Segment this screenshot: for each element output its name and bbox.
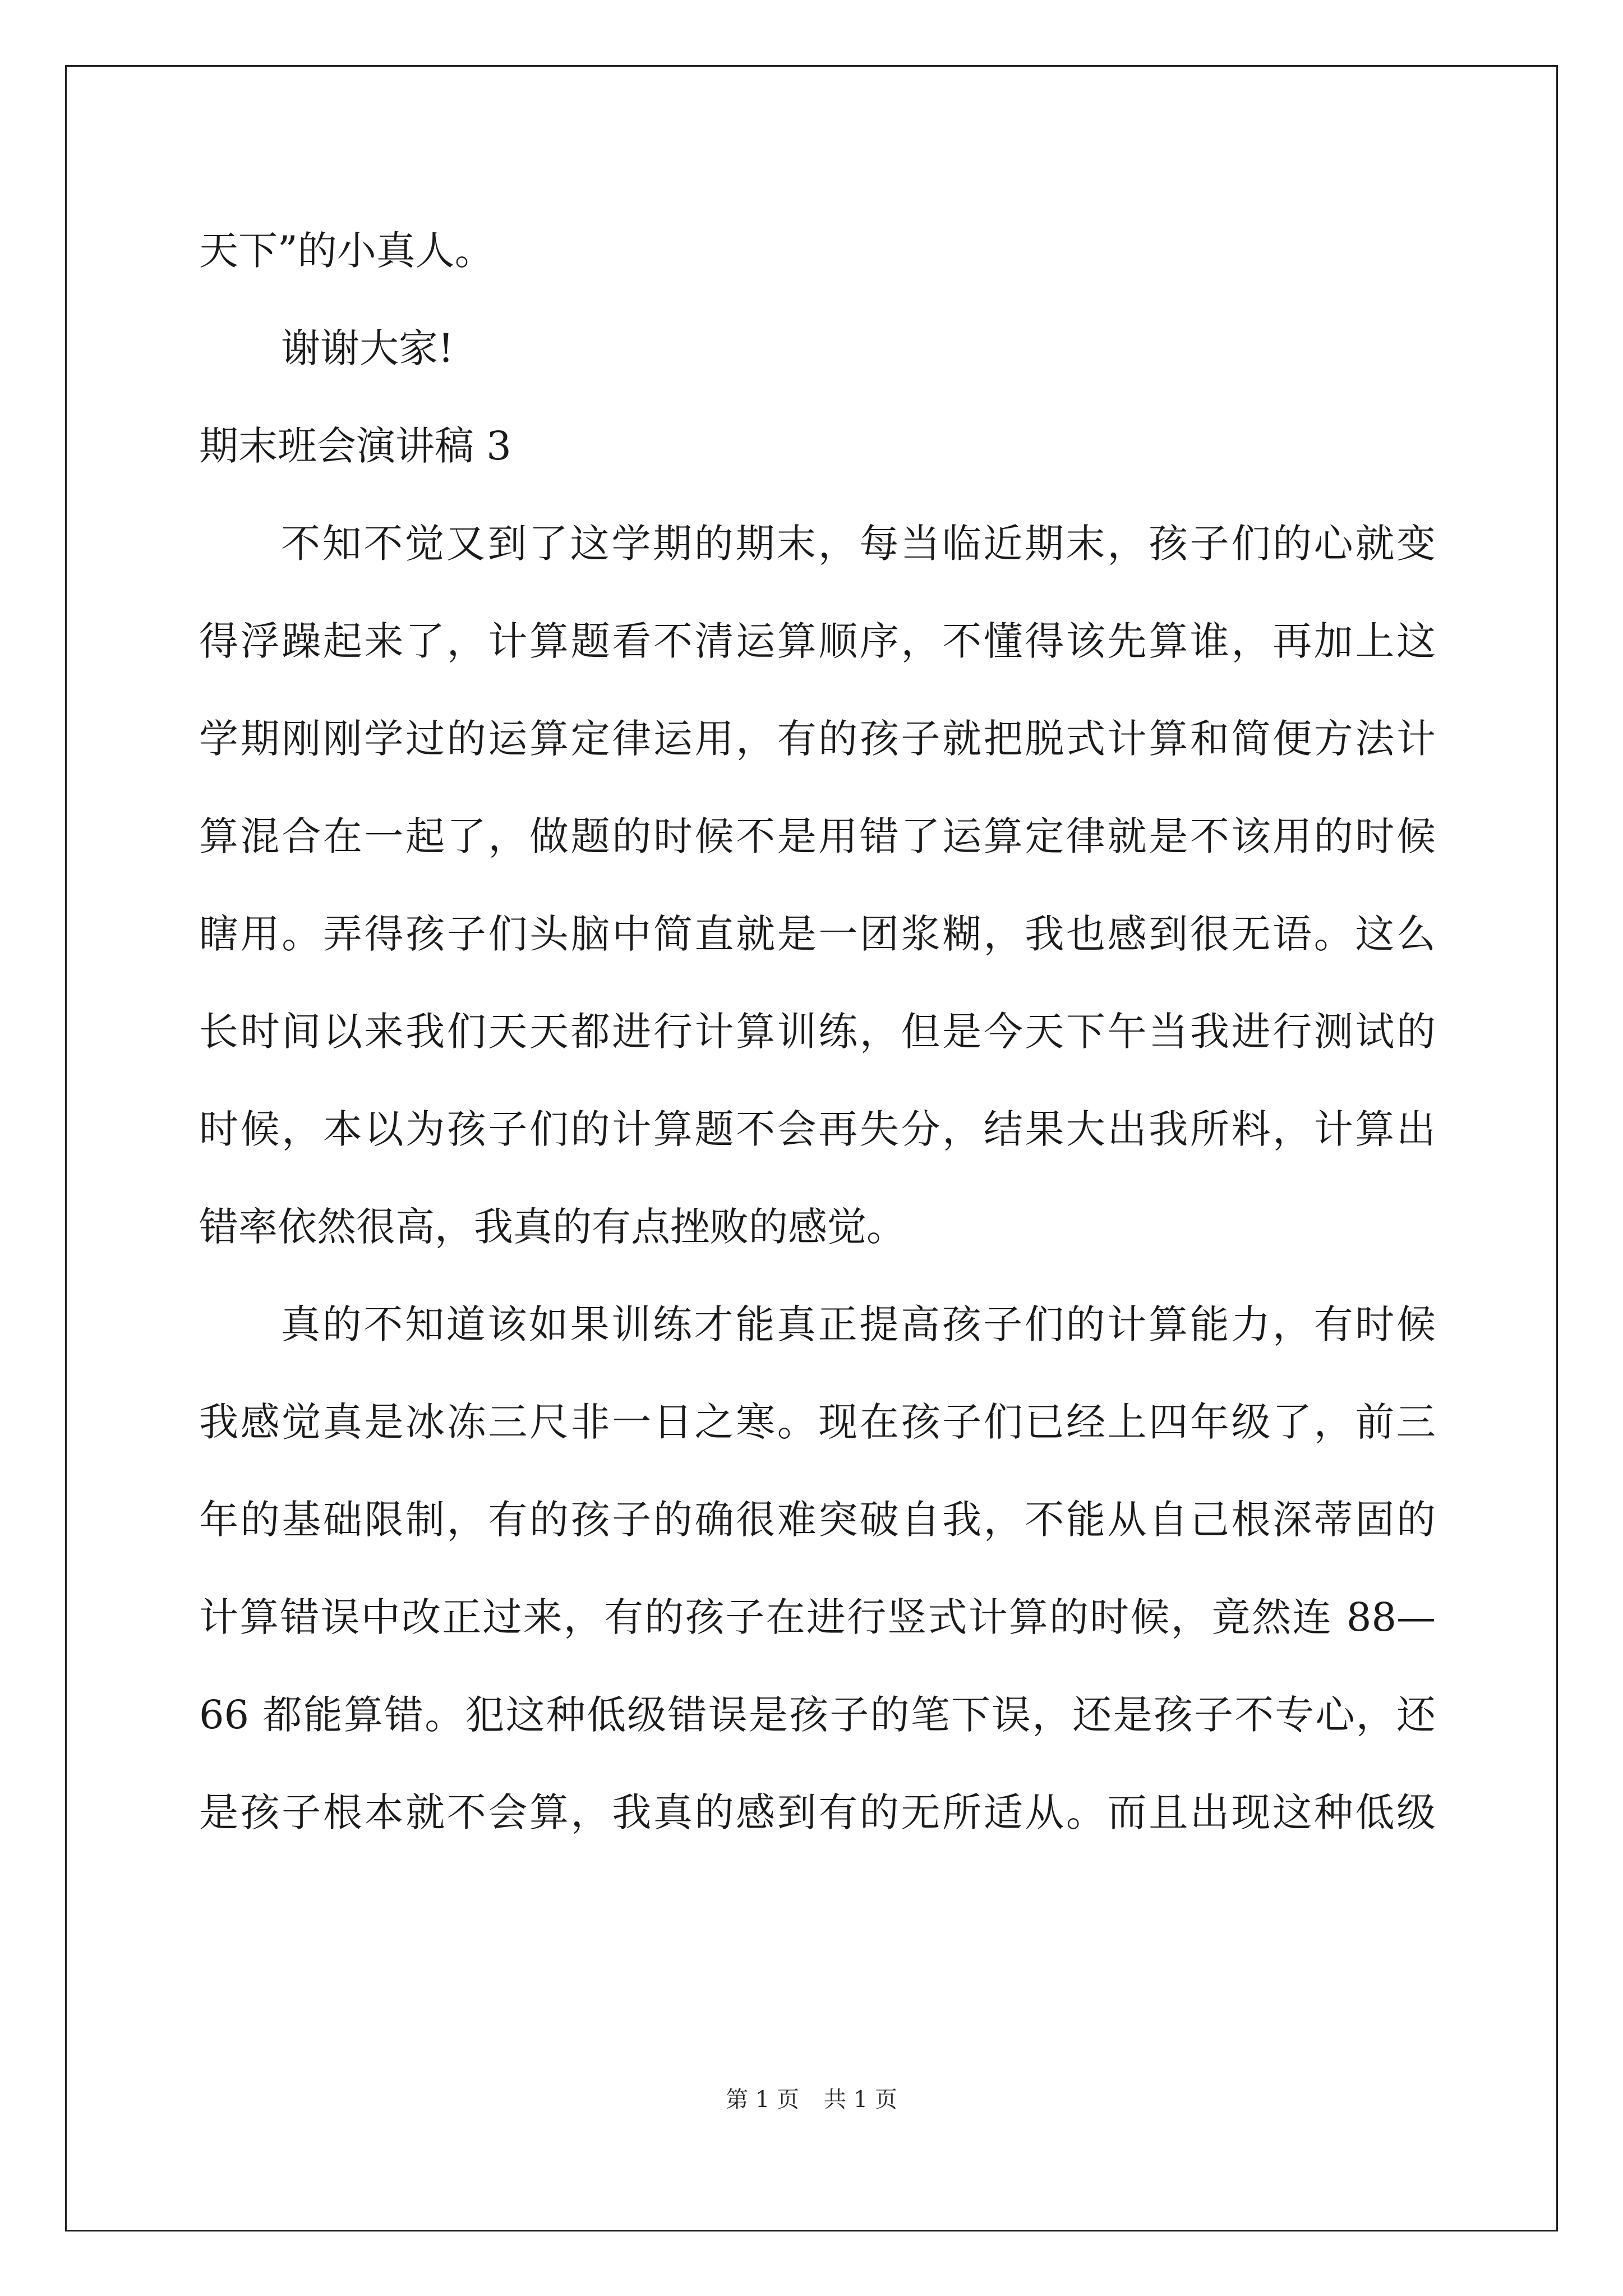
page-count: 共 1 页 (824, 2087, 897, 2113)
text-line: 我感觉真是冰冻三尺非一日之寒。现在孩子们已经上四年级了，前三 (199, 1399, 1436, 1445)
text-line: 66 都能算错。犯这种低级错误是孩子的笔下误，还是孩子不专心，还 (199, 1692, 1436, 1738)
text-line: 错率依然很高，我真的有点挫败的感觉。 (199, 1204, 906, 1250)
text-line: 年的基础限制，有的孩子的确很难突破自我，不能从自己根深蒂固的 (199, 1497, 1436, 1543)
text-line: 瞎用。弄得孩子们头脑中简直就是一团浆糊，我也感到很无语。这么 (199, 911, 1436, 957)
text-line: 时候，本以为孩子们的计算题不会再失分，结果大出我所料，计算出 (199, 1106, 1436, 1152)
text-line: 不知不觉又到了这学期的期末，每当临近期末，孩子们的心就变 (281, 521, 1436, 567)
text-line: 真的不知道该如果训练才能真正提高孩子们的计算能力，有时候 (281, 1301, 1436, 1347)
text-line: 学期刚刚学过的运算定律运用，有的孩子就把脱式计算和简便方法计 (199, 716, 1436, 762)
text-line: 期末班会演讲稿 3 (199, 423, 511, 469)
page-footer (0, 2083, 1623, 2116)
document-body (199, 202, 1436, 1861)
text-line: 计算错误中改正过来，有的孩子在进行竖式计算的时候，竟然连 88— (199, 1594, 1436, 1640)
text-line: 得浮躁起来了，计算题看不清运算顺序，不懂得该先算谁，再加上这 (199, 618, 1436, 664)
text-line: 天下”的小真人。 (199, 228, 494, 274)
text-line: 长时间以来我们天天都进行计算训练，但是今天下午当我进行测试的 (199, 1009, 1436, 1055)
text-line: 算混合在一起了，做题的时候不是用错了运算定律就是不该用的时候 (199, 813, 1436, 859)
text-line: 是孩子根本就不会算，我真的感到有的无所适从。而且出现这种低级 (199, 1789, 1436, 1835)
page-number: 第 1 页 (726, 2087, 799, 2113)
text-line: 谢谢大家! (281, 325, 454, 371)
